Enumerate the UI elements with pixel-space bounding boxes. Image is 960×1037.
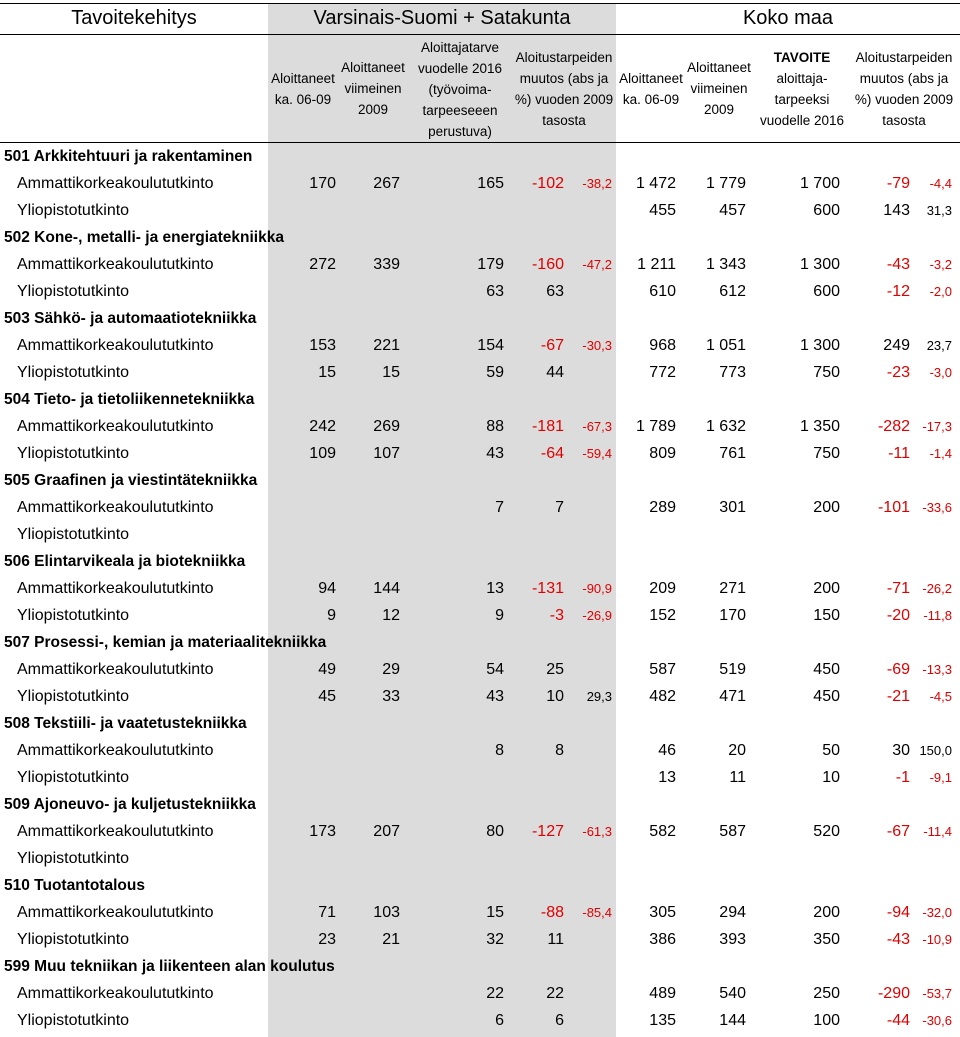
cell-region-last: 144 [373,580,400,597]
cell-national-change-abs: -69 [886,661,910,678]
group-label: 504 Tieto- ja tietoliikennetekniikka [4,391,255,408]
cell-region-change-abs: 63 [546,283,564,300]
table-row [0,926,960,953]
cell-national-change-pct: 31,3 [926,203,952,218]
degree-label: Ammattikorkeakoulututkinto [17,337,214,354]
cell-national-change-abs: -43 [886,931,910,948]
cell-national-last: 1 051 [705,337,746,354]
group-header-row [0,143,960,170]
cell-national-avg: 46 [658,742,676,759]
degree-label: Yliopistotutkinto [17,931,130,948]
cell-region-need: 22 [486,985,504,1002]
cell-national-target: 750 [813,364,840,381]
cell-national-change-abs: -1 [895,769,910,786]
cell-region-need: 154 [477,337,504,354]
cell-region-need: 7 [495,499,504,516]
cell-region-change-pct: -59,4 [582,446,612,461]
cell-region-change-abs: -64 [540,445,564,462]
degree-label: Yliopistotutkinto [17,688,130,705]
cell-national-last: 519 [719,661,746,678]
cell-region-last: 29 [382,661,400,678]
cell-region-need: 59 [486,364,504,381]
degree-label: Ammattikorkeakoulututkinto [17,985,214,1002]
header-top-rule [0,3,960,4]
cell-region-change-pct: -38,2 [582,176,612,191]
group-header-row [0,710,960,737]
group-header-row [0,629,960,656]
cell-national-last: 587 [719,823,746,840]
table-row [0,656,960,683]
cell-national-change-pct: -53,7 [922,986,952,1001]
cell-national-change-pct: -1,4 [929,446,952,461]
group-label: 509 Ajoneuvo- ja kuljetustekniikka [4,796,256,813]
cell-region-need: 8 [495,742,504,759]
cell-region-change-abs: -67 [540,337,564,354]
cell-region-change-abs: -3 [549,607,564,624]
cell-region-need: 179 [477,256,504,273]
cell-region-need: 9 [495,607,504,624]
table-row [0,980,960,1007]
cell-region-avg: 23 [318,931,336,948]
cell-national-change-pct: -13,3 [922,662,952,677]
cell-region-change-abs: -131 [531,580,564,597]
cell-region-change-abs: -181 [531,418,564,435]
header-region-last: Aloittaneet viimeinen 2009 [341,60,405,117]
cell-national-target: 750 [813,445,840,462]
table-row [0,440,960,467]
cell-national-change-pct: -17,3 [922,419,952,434]
degree-label: Ammattikorkeakoulututkinto [17,742,214,759]
cell-national-target: 10 [822,769,840,786]
cell-national-last: 301 [719,499,746,516]
cell-region-change-abs: -88 [540,904,564,921]
cell-region-last: 339 [373,256,400,273]
cell-national-target: 520 [813,823,840,840]
degree-label: Ammattikorkeakoulututkinto [17,580,214,597]
table-row [0,359,960,386]
table-row [0,737,960,764]
header-national-last: Aloittaneet viimeinen 2009 [687,60,751,117]
cell-region-avg: 15 [318,364,336,381]
cell-region-change-abs: -102 [531,175,564,192]
cell-national-change-pct: 150,0 [919,743,952,758]
cell-region-change-abs: 8 [555,742,564,759]
group-label: 501 Arkkitehtuuri ja rakentaminen [4,148,253,165]
cell-national-change-abs: 30 [892,742,910,759]
table-row [0,170,960,197]
header-national-target: TAVOITE aloittaja- tarpeeksi vuodelle 2016 [759,50,845,128]
cell-national-avg: 1 789 [635,418,676,435]
table-row [0,602,960,629]
table-row [0,494,960,521]
cell-national-change-abs: -94 [886,904,910,921]
degree-label: Yliopistotutkinto [17,364,130,381]
cell-region-last: 33 [382,688,400,705]
cell-national-target: 450 [813,661,840,678]
cell-national-avg: 610 [649,283,676,300]
cell-national-change-abs: -282 [877,418,910,435]
cell-national-avg: 1 211 [637,256,676,273]
degree-label: Ammattikorkeakoulututkinto [17,418,214,435]
group-header-row [0,305,960,332]
degree-label: Ammattikorkeakoulututkinto [17,175,214,192]
cell-national-last: 1 779 [705,175,746,192]
cell-national-change-abs: -101 [877,499,910,516]
title-national: Koko maa [742,7,834,29]
cell-region-change-abs: 44 [546,364,564,381]
header-region-avg: Aloittaneet ka. 06-09 [271,71,335,107]
group-label: 506 Elintarvikeala ja biotekniikka [4,553,246,570]
cell-national-change-abs: -43 [886,256,910,273]
cell-region-need: 6 [495,1012,504,1029]
cell-national-change-abs: -44 [886,1012,910,1029]
cell-region-need: 15 [486,904,504,921]
cell-region-need: 80 [486,823,504,840]
cell-national-change-abs: -67 [886,823,910,840]
degree-label: Yliopistotutkinto [17,526,130,543]
cell-national-change-abs: -20 [886,607,910,624]
table-row [0,1007,960,1034]
cell-national-change-pct: -9,1 [929,770,952,785]
cell-national-change-pct: -11,8 [923,608,952,623]
cell-national-avg: 772 [649,364,676,381]
table-row [0,683,960,710]
degree-label: Ammattikorkeakoulututkinto [17,823,214,840]
degree-label: Ammattikorkeakoulututkinto [17,661,214,678]
cell-national-target: 200 [813,580,840,597]
cell-national-change-pct: -4,5 [929,689,952,704]
cell-region-change-abs: 6 [555,1012,564,1029]
degree-label: Yliopistotutkinto [17,283,130,300]
table-row [0,818,960,845]
group-header-row [0,467,960,494]
cell-region-avg: 153 [309,337,336,354]
cell-national-avg: 455 [649,202,676,219]
cell-national-avg: 289 [649,499,676,516]
degree-label: Ammattikorkeakoulututkinto [17,904,214,921]
table-row [0,413,960,440]
cell-region-need: 165 [477,175,504,192]
cell-national-target: 200 [813,499,840,516]
header-national-avg: Aloittaneet ka. 06-09 [619,71,683,107]
cell-national-change-abs: -21 [886,688,910,705]
cell-national-last: 457 [719,202,746,219]
degree-label: Yliopistotutkinto [17,1012,130,1029]
cell-region-change-pct: -61,3 [582,824,612,839]
table-row [0,197,960,224]
cell-region-change-abs: -127 [531,823,564,840]
cell-national-target: 1 300 [799,337,840,354]
cell-national-last: 540 [719,985,746,1002]
cell-national-target: 50 [822,742,840,759]
table-row [0,521,960,548]
cell-region-change-pct: -90,9 [582,581,612,596]
degree-label: Yliopistotutkinto [17,607,130,624]
cell-region-avg: 170 [309,175,336,192]
cell-national-last: 773 [719,364,746,381]
cell-national-change-pct: -2,0 [929,284,952,299]
cell-national-change-abs: -79 [886,175,910,192]
cell-region-last: 12 [382,607,400,624]
group-label: 505 Graafinen ja viestintätekniikka [4,472,258,489]
cell-region-last: 15 [382,364,400,381]
cell-region-last: 269 [373,418,400,435]
cell-region-change-abs: 22 [546,985,564,1002]
cell-region-last: 103 [373,904,400,921]
cell-national-change-abs: -71 [886,580,910,597]
group-label: 503 Sähkö- ja automaatiotekniikka [4,310,257,327]
cell-national-change-abs: 249 [883,337,910,354]
cell-national-last: 1 343 [705,256,746,273]
cell-national-target: 150 [813,607,840,624]
cell-region-avg: 109 [309,445,336,462]
cell-national-target: 450 [813,688,840,705]
group-header-row [0,386,960,413]
cell-national-change-abs: -290 [877,985,910,1002]
cell-national-target: 350 [813,931,840,948]
cell-national-change-pct: -32,0 [922,905,952,920]
cell-national-last: 612 [719,283,746,300]
cell-region-avg: 94 [318,580,336,597]
cell-national-target: 200 [813,904,840,921]
cell-region-avg: 71 [318,904,336,921]
table-row [0,332,960,359]
group-label: 508 Tekstiili- ja vaatetustekniikka [4,715,247,732]
cell-national-avg: 582 [649,823,676,840]
group-label: 502 Kone-, metalli- ja energiatekniikka [4,229,284,246]
cell-region-change-pct: -30,3 [582,338,612,353]
cell-national-last: 471 [719,688,746,705]
cell-region-change-abs: 11 [547,931,564,948]
cell-national-last: 1 632 [705,418,746,435]
cell-region-need: 32 [486,931,504,948]
cell-region-avg: 9 [327,607,336,624]
cell-national-change-pct: -26,2 [922,581,952,596]
degree-label: Yliopistotutkinto [17,202,130,219]
group-label: 507 Prosessi-, kemian ja materiaalitekniikka [4,634,327,651]
cell-region-change-pct: -85,4 [582,905,612,920]
group-header-row [0,791,960,818]
cell-national-target: 600 [813,202,840,219]
cell-region-need: 43 [486,445,504,462]
cell-region-change-pct: -67,3 [582,419,612,434]
cell-national-target: 600 [813,283,840,300]
cell-national-avg: 489 [649,985,676,1002]
cell-region-avg: 173 [309,823,336,840]
cell-region-last: 21 [382,931,400,948]
group-header-row [0,953,960,980]
cell-national-change-pct: -3,2 [929,257,952,272]
cell-region-last: 221 [373,337,400,354]
cell-region-need: 63 [486,283,504,300]
cell-national-last: 271 [719,580,746,597]
cell-national-target: 1 300 [799,256,840,273]
cell-region-change-abs: -160 [531,256,564,273]
cell-national-avg: 386 [649,931,676,948]
group-label: 510 Tuotantotalous [4,877,145,894]
table-row [0,575,960,602]
table-row [0,764,960,791]
cell-national-avg: 968 [649,337,676,354]
cell-national-change-pct: 23,7 [926,338,952,353]
cell-national-change-pct: -30,6 [922,1013,952,1028]
cell-national-avg: 13 [658,769,676,786]
cell-national-last: 144 [719,1012,746,1029]
cell-national-avg: 135 [649,1012,676,1029]
cell-national-change-pct: -3,0 [929,365,952,380]
group-header-row [0,872,960,899]
cell-region-last: 107 [373,445,400,462]
cell-national-last: 294 [719,904,746,921]
degree-label: Yliopistotutkinto [17,445,130,462]
cell-national-target: 250 [813,985,840,1002]
degree-label: Ammattikorkeakoulututkinto [17,256,214,273]
cell-region-last: 267 [373,175,400,192]
cell-national-last: 11 [729,769,746,786]
cell-region-last: 207 [373,823,400,840]
cell-national-change-abs: -12 [886,283,910,300]
degree-label: Yliopistotutkinto [17,850,130,867]
table-row [0,899,960,926]
table-row [0,845,960,872]
cell-national-avg: 482 [649,688,676,705]
cell-region-change-pct: -26,9 [582,608,612,623]
cell-national-avg: 587 [649,661,676,678]
cell-region-avg: 45 [318,688,336,705]
cell-national-last: 393 [719,931,746,948]
group-header-row [0,548,960,575]
cell-region-change-abs: 10 [546,688,564,705]
cell-region-need: 54 [486,661,504,678]
cell-national-avg: 209 [649,580,676,597]
cell-region-change-pct: -47,2 [582,257,612,272]
cell-region-avg: 49 [318,661,336,678]
cell-national-last: 761 [719,445,746,462]
cell-national-change-abs: -11 [888,445,910,462]
degree-label: Ammattikorkeakoulututkinto [17,499,214,516]
title-target-development: Tavoitekehitys [71,7,197,29]
cell-national-target: 1 700 [799,175,840,192]
title-underline [0,34,960,35]
cell-region-avg: 272 [309,256,336,273]
table-row [0,278,960,305]
cell-national-avg: 152 [649,607,676,624]
cell-region-need: 88 [486,418,504,435]
header-region-change: Aloitustarpeiden muutos (abs ja %) vuoden 2009 tasosta [514,50,614,128]
cell-region-need: 13 [486,580,504,597]
cell-national-change-pct: -4,4 [929,176,952,191]
cell-national-change-pct: -11,4 [923,824,952,839]
title-region: Varsinais-Suomi + Satakunta [313,7,571,29]
cell-national-change-pct: -10,9 [922,932,952,947]
cell-national-change-abs: -23 [886,364,910,381]
table-row [0,251,960,278]
cell-region-change-pct: 29,3 [586,689,612,704]
cell-national-target: 1 350 [799,418,840,435]
cell-national-target: 100 [813,1012,840,1029]
cell-national-last: 20 [728,742,746,759]
cell-national-avg: 1 472 [635,175,676,192]
cell-national-last: 170 [719,607,746,624]
cell-national-change-abs: 143 [883,202,910,219]
header-region-need: Aloittajatarve vuodelle 2016 (työvoima- tarpeeseeen perustuva) [417,40,503,139]
group-label: 599 Muu tekniikan ja liikenteen alan koulutus [4,958,335,975]
cell-national-change-pct: -33,6 [922,500,952,515]
header-national-change: Aloitustarpeiden muutos (abs ja %) vuoden 2009 tasosta [854,50,954,128]
cell-region-avg: 242 [309,418,336,435]
group-header-row [0,224,960,251]
cell-region-change-abs: 7 [555,499,564,516]
degree-label: Yliopistotutkinto [17,769,130,786]
cell-national-avg: 809 [649,445,676,462]
cell-region-need: 43 [486,688,504,705]
cell-national-avg: 305 [649,904,676,921]
cell-region-change-abs: 25 [546,661,564,678]
